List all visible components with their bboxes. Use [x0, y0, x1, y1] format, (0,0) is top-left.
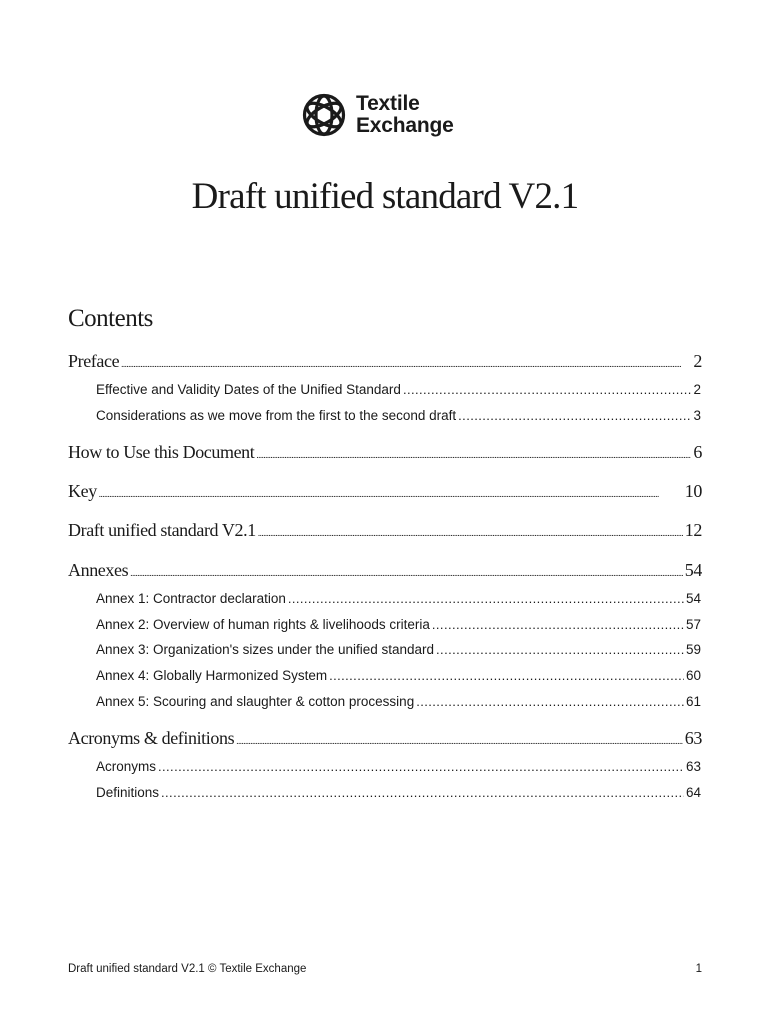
toc-entry-annex-5[interactable] [96, 694, 701, 709]
toc-page: 63 [684, 728, 702, 748]
toc-page: 2 [693, 351, 702, 371]
toc-entry-effective-dates[interactable] [96, 382, 701, 397]
toc-entry-annex-3[interactable] [96, 642, 701, 657]
leader-dots [99, 489, 683, 499]
toc-label: Key [68, 481, 97, 501]
logo-wordmark [356, 93, 454, 137]
toc-page: 3 [693, 408, 701, 423]
toc-page: 10 [684, 481, 702, 501]
textile-exchange-logo [301, 92, 454, 138]
toc-entry-draft-standard[interactable] [68, 520, 702, 541]
contents-heading: Contents [68, 305, 153, 332]
toc-entry-considerations[interactable] [96, 408, 701, 423]
toc-label: Annex 1: Contractor declaration [96, 591, 286, 606]
leader-dots [258, 528, 683, 538]
leader-dots [121, 359, 691, 369]
leader-dots [329, 668, 684, 683]
leader-dots [403, 382, 692, 397]
leader-dots [161, 785, 684, 800]
leader-dots [288, 591, 684, 606]
leader-dots [458, 408, 691, 423]
toc-entry-key[interactable] [68, 481, 702, 502]
toc-entry-annex-2[interactable] [96, 617, 701, 632]
toc-entry-how-to-use[interactable] [68, 442, 702, 463]
toc-label: Annexes [68, 560, 129, 580]
toc-label: Preface [68, 351, 120, 371]
logo-line-2: Exchange [356, 114, 454, 137]
toc-page: 54 [685, 591, 701, 606]
leader-dots [436, 642, 684, 657]
toc-page: 12 [684, 520, 702, 540]
toc-page: 6 [693, 442, 702, 462]
toc-page: 61 [685, 694, 701, 709]
toc-page: 64 [685, 785, 701, 800]
toc-label: Considerations as we move from the first to the second draft [96, 408, 457, 423]
toc-page: 60 [685, 668, 701, 683]
toc-label: Effective and Validity Dates of the Unified Standard [96, 382, 401, 397]
leader-dots [130, 568, 683, 578]
document-title: Draft unified standard V2.1 [191, 176, 579, 217]
toc-label: Acronyms & definitions [68, 728, 235, 748]
toc-entry-acronyms[interactable] [96, 759, 701, 774]
toc-page: 59 [685, 642, 701, 657]
logo-line-1: Textile [356, 92, 420, 115]
footer-text: Draft unified standard V2.1 © Textile Exchange [68, 963, 307, 975]
toc-entry-preface[interactable] [68, 351, 702, 372]
toc-label: How to Use this Document [68, 442, 255, 462]
toc-entry-annex-4[interactable] [96, 668, 701, 683]
toc-entry-annex-1[interactable] [96, 591, 701, 606]
toc-page: 57 [685, 617, 701, 632]
leader-dots [256, 450, 691, 460]
toc-label: Annex 5: Scouring and slaughter & cotton processing [96, 694, 415, 709]
page-number: 1 [695, 963, 702, 975]
leader-dots [416, 694, 684, 709]
toc-entry-definitions[interactable] [96, 785, 701, 800]
toc-label: Annex 2: Overview of human rights & livelihoods criteria [96, 617, 430, 632]
leader-dots [432, 617, 684, 632]
toc-page: 63 [685, 759, 701, 774]
toc-entry-annexes[interactable] [68, 560, 702, 581]
knot-logo-icon [301, 92, 347, 138]
page-footer [68, 963, 702, 975]
toc-page: 2 [693, 382, 701, 397]
leader-dots [236, 736, 683, 746]
toc-label: Definitions [96, 785, 160, 800]
toc-label: Annex 3: Organization's sizes under the unified standard [96, 642, 435, 657]
toc-label: Annex 4: Globally Harmonized System [96, 668, 328, 683]
toc-label: Acronyms [96, 759, 157, 774]
toc-label: Draft unified standard V2.1 [68, 520, 256, 540]
leader-dots [158, 759, 684, 774]
toc-page: 54 [684, 560, 702, 580]
toc-entry-acronyms-definitions[interactable] [68, 728, 702, 749]
